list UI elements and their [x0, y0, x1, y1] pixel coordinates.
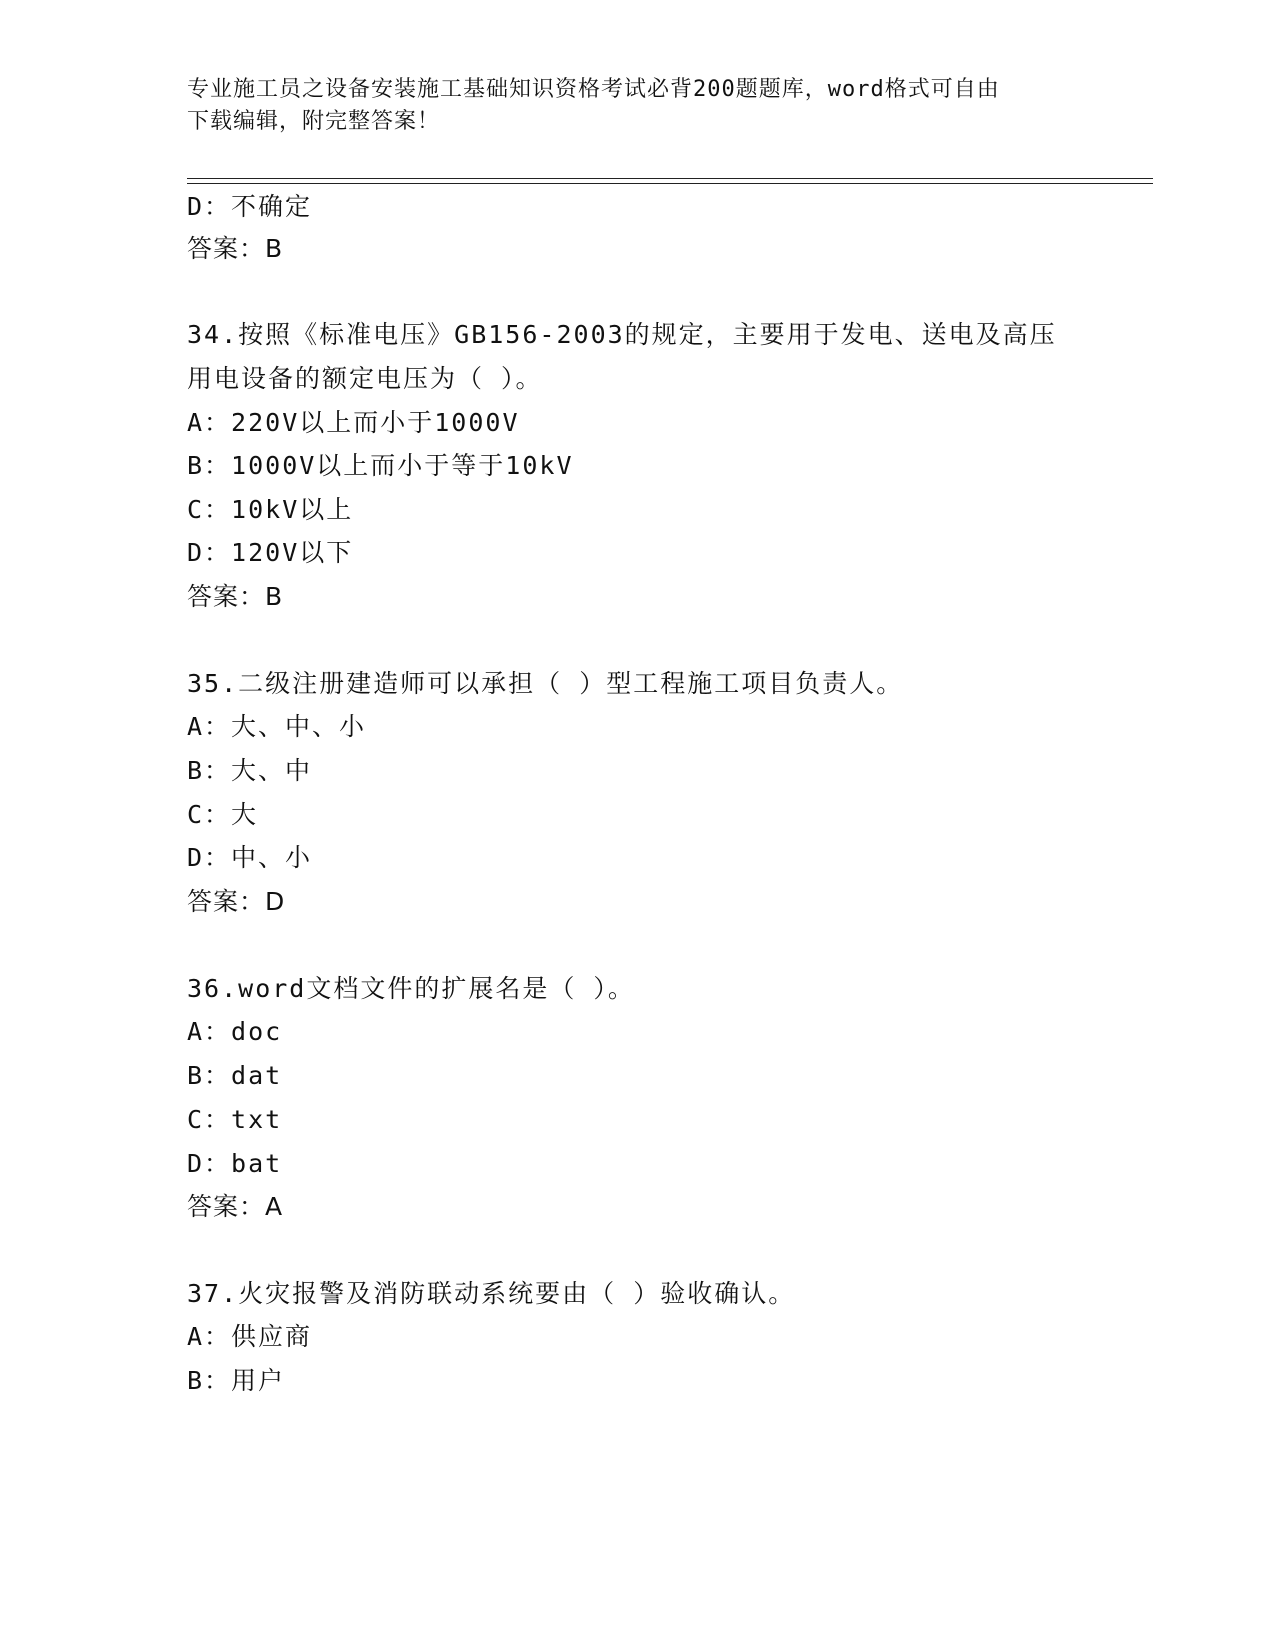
option-line: C：txt	[187, 1105, 283, 1134]
option-line: B：dat	[187, 1061, 283, 1090]
option-line: D：120V以下	[187, 538, 354, 567]
header-rule-bottom	[187, 183, 1153, 184]
answer-line: 答案：A	[187, 1192, 284, 1221]
answer-line: 答案：B	[187, 234, 284, 263]
option-line: A：doc	[187, 1017, 283, 1046]
question-line: 34.按照《标准电压》GB156-2003的规定，主要用于发电、送电及高压	[187, 320, 1057, 349]
option-line: B：大、中	[187, 756, 313, 785]
question-line: 35.二级注册建造师可以承担（ ）型工程施工项目负责人。	[187, 669, 904, 698]
question-line: 37.火灾报警及消防联动系统要由（ ）验收确认。	[187, 1279, 796, 1308]
option-line: B：用户	[187, 1366, 286, 1395]
header-rule-top	[187, 178, 1153, 179]
header-line-2: 下载编辑，附完整答案！	[187, 109, 441, 134]
option-line: D：中、小	[187, 843, 313, 872]
option-line: B：1000V以上而小于等于10kV	[187, 451, 574, 480]
document-header	[187, 74, 1067, 138]
header-line-1: 专业施工员之设备安装施工基础知识资格考试必背200题题库，word格式可自由	[187, 77, 1000, 102]
answer-line: 答案：B	[187, 582, 284, 611]
option-line: A：供应商	[187, 1322, 313, 1351]
option-line: A：220V以上而小于1000V	[187, 408, 520, 437]
option-line: C：大	[187, 800, 259, 829]
option-line: A：大、中、小	[187, 712, 367, 741]
question-line: 用电设备的额定电压为（ ）。	[187, 364, 543, 393]
option-line: C：10kV以上	[187, 495, 354, 524]
option-line: D：bat	[187, 1149, 283, 1178]
question-line: 36.word文档文件的扩展名是（ ）。	[187, 974, 635, 1003]
option-line: D：不确定	[187, 192, 313, 221]
answer-line: 答案：D	[187, 887, 286, 916]
